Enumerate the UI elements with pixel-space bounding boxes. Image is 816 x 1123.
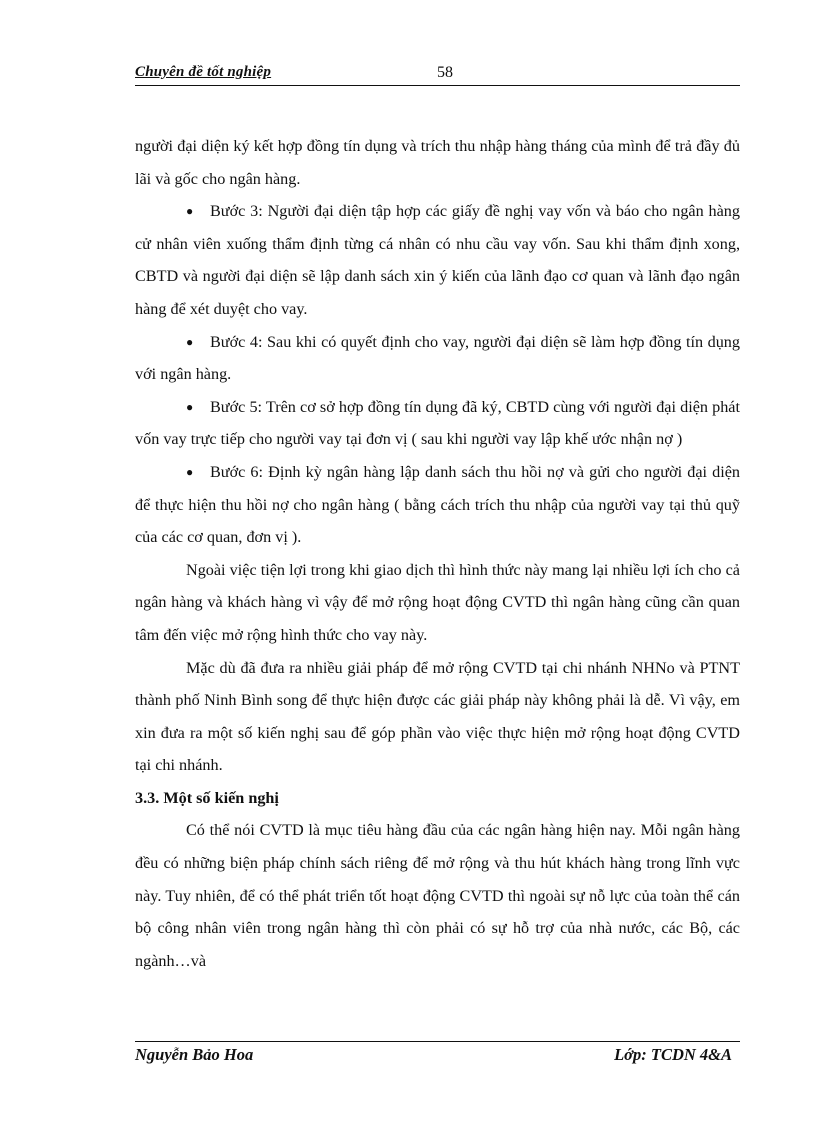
bullet-icon: ● [186,334,194,349]
footer-divider [135,1041,740,1042]
footer-class: Lớp: TCDN 4&A [614,1045,732,1064]
bullet-step-4-text: Bước 4: Sau khi có quyết định cho vay, người đại diện sẽ làm hợp đồng tín dụng với ngân hàng. [135,332,740,384]
bullet-step-6 [135,456,740,554]
bullet-step-3 [135,195,740,325]
bullet-icon: ● [186,399,194,414]
paragraph-solutions: Mặc dù đã đưa ra nhiều giải pháp để mở rộng CVTD tại chi nhánh NHNo và PTNT thành phố Ninh Bình song để thực hiện được các giải pháp này không phải là dễ. Vì vậy, em xin đưa ra một số kiến nghị sau để góp phần vào việc thực hiện mở rộng hoạt động CVTD tại chi nhánh. [135,658,740,775]
bullet-icon: ● [186,464,194,479]
page-footer [135,1045,740,1069]
paragraph-recommendations: Có thể nói CVTD là mục tiêu hàng đầu của các ngân hàng hiện nay. Mỗi ngân hàng đều có những biện pháp chính sách riêng để mở rộng và thu hút khách hàng trong lĩnh vực này. Tuy nhiên, để có thể phát triển tốt hoạt động CVTD thì ngoài sự nỗ lực của toàn thể cán bộ công nhân viên trong ngân hàng thì còn phải có sự hỗ trợ của nhà nước, các Bộ, các ngành…và [135,821,740,970]
footer-author: Nguyễn Bảo Hoa [135,1045,254,1064]
bullet-step-5 [135,391,740,456]
page-header [135,62,740,86]
header-divider [135,85,740,86]
bullet-icon: ● [186,204,194,219]
bullet-step-6-text: Bước 6: Định kỳ ngân hàng lập danh sách thu hồi nợ và gửi cho người đại diện để thực hiện thu hồi nợ cho ngân hàng ( bằng cách trích thu nhập của người vay tại thủ quỹ của các cơ quan, đơn vị ). [135,462,740,547]
bullet-step-4 [135,326,740,391]
header-title: Chuyên đề tốt nghiệp [135,64,272,80]
page-number: 58 [437,64,453,81]
paragraph-continuation: người đại diện ký kết hợp đồng tín dụng và trích thu nhập hàng tháng của mình để trả đầy đủ lãi và gốc cho ngân hàng. [135,137,740,188]
section-heading: 3.3. Một số kiến nghị [135,788,279,807]
paragraph-benefits: Ngoài việc tiện lợi trong khi giao dịch thì hình thức này mang lại nhiều lợi ích cho cả ngân hàng và khách hàng vì vậy để mở rộng hoạt động CVTD thì ngân hàng cũng cần quan tâm đến việc mở rộng hình thức cho vay này. [135,560,740,644]
bullet-step-5-text: Bước 5: Trên cơ sở hợp đồng tín dụng đã ký, CBTD cùng với người đại diện phát vốn vay trực tiếp cho người vay tại đơn vị ( sau khi người vay lập khế ước nhận nợ ) [135,397,740,449]
bullet-step-3-text: Bước 3: Người đại diện tập hợp các giấy đề nghị vay vốn và báo cho ngân hàng cử nhân viên xuống thẩm định từng cá nhân có nhu cầu vay vốn. Sau khi thẩm định xong, CBTD và người đại diện sẽ lập danh sách xin ý kiến của lãnh đạo cơ quan và lãnh đạo ngân hàng để xét duyệt cho vay. [135,202,740,318]
document-body [135,130,740,977]
